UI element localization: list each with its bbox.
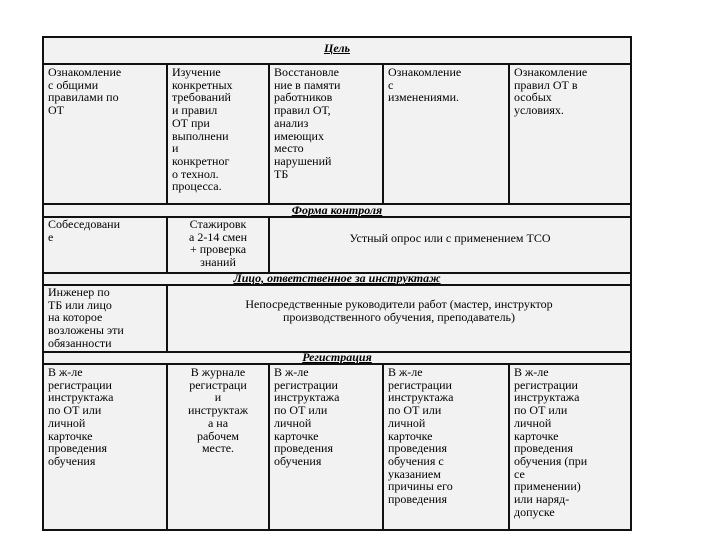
instruction-table [42, 36, 632, 531]
col-divider [382, 63, 384, 205]
registration-cell-intro: В ж-ле регистрации инструктажа по ОТ или личной карточке проведения обучения [48, 366, 114, 468]
control-cell-oral: Устный опрос или с применением ТСО [349, 232, 551, 245]
col-divider [166, 284, 168, 353]
registration-cell-workplace: В журнале регистраци и инструктаж а на рабочем месте. [187, 366, 249, 456]
col-divider [268, 363, 270, 531]
control-cell-interview: Собеседовани е [48, 218, 120, 244]
goal-cell-unscheduled: Ознакомление с изменениями. [388, 66, 462, 105]
control-cell-internship: Стажировк а 2-14 смен + проверка знаний [189, 218, 247, 270]
section-header-control: Форма контроля [291, 203, 383, 217]
section-header-registration: Регистрация [302, 350, 372, 364]
col-divider [508, 363, 510, 531]
col-divider [166, 216, 168, 274]
col-divider [166, 63, 168, 205]
goal-cell-repeat: Восстановле ние в памяти работников правил ОТ, анализ имеющих место нарушений ТБ [274, 66, 341, 181]
col-divider [382, 363, 384, 531]
section-header-responsible: Лицо, ответственное за инструктаж [233, 271, 441, 285]
col-divider [268, 216, 270, 274]
col-divider [166, 363, 168, 531]
goal-cell-primary: Изучение конкретных требований и правил ОТ при выполнени и конкретног о технол. процесса. [172, 66, 233, 194]
responsible-cell-supervisors: Непосредственные руководители работ (мастер, инструктор производственного обучения, преподаватель) [245, 298, 553, 324]
registration-cell-unscheduled: В ж-ле регистрации инструктажа по ОТ или личной карточке проведения обучения с указанием причины его проведения [388, 366, 454, 507]
responsible-cell-engineer: Инженер по ТБ или лицо на которое возложены эти обязанности [48, 286, 124, 350]
table-border-bottom [42, 529, 632, 531]
col-divider [508, 63, 510, 205]
goal-cell-targeted: Ознакомление правил ОТ в особых условиях. [514, 66, 588, 118]
table-border-top [42, 36, 632, 38]
row-divider [42, 63, 632, 65]
registration-cell-repeat: В ж-ле регистрации инструктажа по ОТ или личной карточке проведения обучения [274, 366, 340, 468]
col-divider [268, 63, 270, 205]
registration-cell-targeted: В ж-ле регистрации инструктажа по ОТ или личной карточке проведения обучения (при се применении) или наряд- допуске [514, 366, 588, 519]
section-header-goal: Цель [323, 41, 350, 55]
goal-cell-intro: Ознакомление с общими правилами по ОТ [48, 66, 122, 118]
